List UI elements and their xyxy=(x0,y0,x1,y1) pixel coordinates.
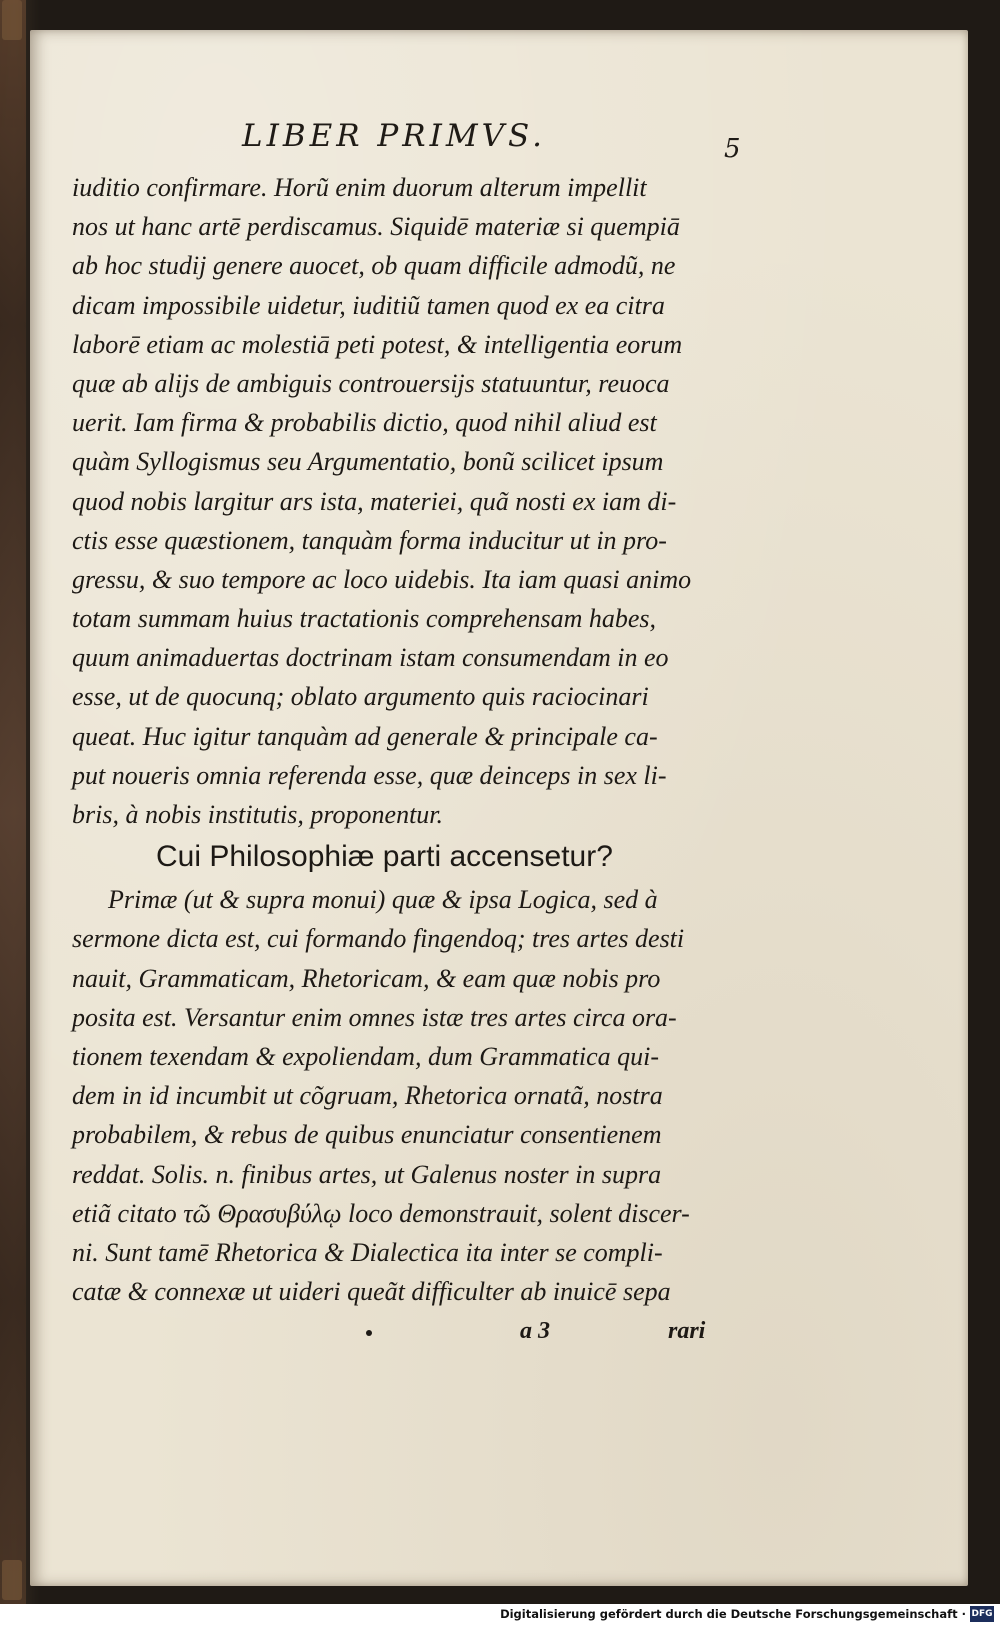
text-line: nos ut hanc artē perdiscamus. Siquidē materiæ si quempiā xyxy=(72,212,680,242)
text-line: esse, ut de quocunq; oblato argumento quis raciocinari xyxy=(72,682,649,712)
text-line: uerit. Iam firma & probabilis dictio, quod nihil aliud est xyxy=(72,408,657,438)
section-heading: Cui Philosophiæ parti accensetur? xyxy=(156,840,613,874)
text-line: Primæ (ut & supra monui) quæ & ipsa Logica, sed à xyxy=(108,885,658,915)
folio-number: 5 xyxy=(724,134,741,164)
body-text xyxy=(72,168,752,1311)
text-line: queat. Huc igitur tanquàm ad generale & principale ca- xyxy=(72,721,658,751)
catchword: rari xyxy=(668,1318,706,1344)
spine-mark xyxy=(2,0,22,40)
text-line: totam summam huius tractationis comprehensam habes, xyxy=(72,604,657,634)
text-line: nauit, Grammaticam, Rhetoricam, & eam quæ nobis pro xyxy=(72,963,661,993)
text-line: sermone dicta est, cui formando fingendoq; tres artes desti xyxy=(72,924,685,954)
text-line: reddat. Solis. n. finibus artes, ut Galenus noster in supra xyxy=(72,1159,662,1189)
text-line: posita est. Versantur enim omnes istæ tres artes circa ora- xyxy=(72,1002,677,1032)
text-line: ab hoc studij genere auocet, ob quam difficile admodũ, ne xyxy=(72,251,676,281)
text-line: laborē etiam ac molestiā peti potest, & intelligentia eorum xyxy=(72,329,683,359)
dfg-logo: DFG xyxy=(970,1606,994,1622)
text-line: gressu, & suo tempore ac loco uidebis. Ita iam quasi animo xyxy=(72,564,692,594)
text-line: etiã citato τῶ Θρασυβύλῳ loco demonstrauit, solent discer- xyxy=(72,1198,690,1228)
running-head: LIBER PRIMVS. xyxy=(242,118,546,154)
text-line: iuditio confirmare. Horũ enim duorum alterum impellit xyxy=(72,173,647,202)
text-line: quæ ab alijs de ambiguis controuersijs statuuntur, reuoca xyxy=(72,368,670,398)
text-line: ctis esse quæstionem, tanquàm forma inducitur ut in pro- xyxy=(72,525,667,555)
text-line: put noueris omnia referenda esse, quæ deinceps in sex li- xyxy=(72,760,667,790)
spine-mark xyxy=(2,1560,22,1600)
text-line: catæ & connexæ ut uideri queãt difficulter ab inuicē sepa xyxy=(72,1277,671,1307)
text-line: probabilem, & rebus de quibus enunciatur consentienem xyxy=(72,1120,662,1150)
paragraph-1 xyxy=(72,168,752,834)
text-line: bris, à nobis institutis, proponentur. xyxy=(72,800,444,829)
paragraph-2 xyxy=(72,880,752,1311)
signature-mark: a 3 xyxy=(520,1318,550,1344)
text-line: ni. Sunt tamē Rhetorica & Dialectica ita inter se compli- xyxy=(72,1237,663,1267)
ink-dot xyxy=(366,1330,372,1336)
book-spine xyxy=(0,0,26,1626)
text-line: quum animaduertas doctrinam istam consumendam in eo xyxy=(72,643,669,673)
footer-credit: Digitalisierung gefördert durch die Deutsche Forschungsgemeinschaft · xyxy=(500,1607,966,1621)
text-line: dicam impossibile uidetur, iuditiũ tamen quod ex ea citra xyxy=(72,290,665,320)
text-line: tionem texendam & expoliendam, dum Grammatica qui- xyxy=(72,1041,660,1071)
text-line: quàm Syllogismus seu Argumentatio, bonũ scilicet ipsum xyxy=(72,447,664,477)
text-line: dem in id incumbit ut cõgruam, Rhetorica ornatã, nostra xyxy=(72,1081,663,1111)
text-line: quod nobis largitur ars ista, materiei, quã nosti ex iam di- xyxy=(72,486,677,516)
